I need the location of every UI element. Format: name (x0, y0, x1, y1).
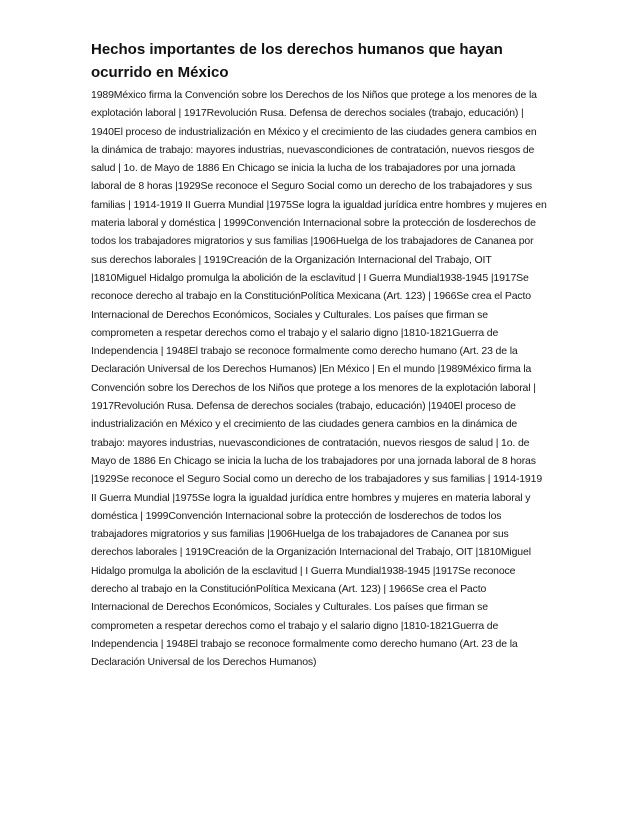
document-title: Hechos importantes de los derechos humanos que hayan ocurrido en México (91, 41, 503, 81)
document-content (91, 38, 547, 672)
document-body-text: 1989México firma la Convención sobre los Derechos de los Niños que protege a los menores de la explotación laboral | 1917Revolución Rusa. Defensa de derechos sociales (trabajo, educación) | 1940El proceso de industrialización en México y el crecimiento de las ciudades genera cambios en la dinámica de trabajo: mayores industrias, nuevascondiciones de contratación, nuevos riesgos de salud | 1o. de Mayo de 1886 En Chicago se inicia la lucha de los trabajadores por una jornada laboral de 8 horas |1929Se reconoce el Seguro Social como un derecho de los trabajadores y sus familias | 1914-1919 II Guerra Mundial |1975Se logra la igualdad jurídica entre hombres y mujeres en materia laboral y doméstica | 1999Convención Internacional sobre la protección de losderechos de todos los trabajadores migratorios y sus familias |1906Huelga de los trabajadores de Cananea por sus derechos laborales | 1919Creación de la Organización Internacional del Trabajo, OIT |1810Miguel Hidalgo promulga la abolición de la esclavitud | I Guerra Mundial1938-1945 |1917Se reconoce derecho al trabajo en la ConstituciónPolítica Mexicana (Art. 123) | 1966Se crea el Pacto Internacional de Derechos Económicos, Sociales y Culturales. Los países que firman se comprometen a respetar derechos como el trabajo y el salario digno |1810-1821Guerra de Independencia | 1948El trabajo se reconoce formalmente como derecho humano (Art. 23 de la Declaración Universal de los Derechos Humanos) |En México | En el mundo |1989México firma la Convención sobre los Derechos de los Niños que protege a los menores de la explotación laboral | 1917Revolución Rusa. Defensa de derechos sociales (trabajo, educación) |1940El proceso de industrialización en México y el crecimiento de las ciudades genera cambios en la dinámica de trabajo: mayores industrias, nuevascondiciones de contratación, nuevos riesgos de salud | 1o. de Mayo de 1886 En Chicago se inicia la lucha de los trabajadores por una jornada laboral de 8 horas |1929Se reconoce el Seguro Social como un derecho de los trabajadores y sus familias | 1914-1919 II Guerra Mundial |1975Se logra la igualdad jurídica entre hombres y mujeres en materia laboral y doméstica | 1999Convención Internacional sobre la protección de losderechos de todos los trabajadores migratorios y sus familias |1906Huelga de los trabajadores de Cananea por sus derechos laborales | 1919Creación de la Organización Internacional del Trabajo, OIT |1810Miguel Hidalgo promulga la abolición de la esclavitud | I Guerra Mundial1938-1945 |1917Se reconoce derecho al trabajo en la ConstituciónPolítica Mexicana (Art. 123) | 1966Se crea el Pacto Internacional de Derechos Económicos, Sociales y Culturales. Los países que firman se comprometen a respetar derechos como el trabajo y el salario digno |1810-1821Guerra de Independencia | 1948El trabajo se reconoce formalmente como derecho humano (Art. 23 de la Declaración Universal de los Derechos Humanos) (91, 89, 547, 669)
